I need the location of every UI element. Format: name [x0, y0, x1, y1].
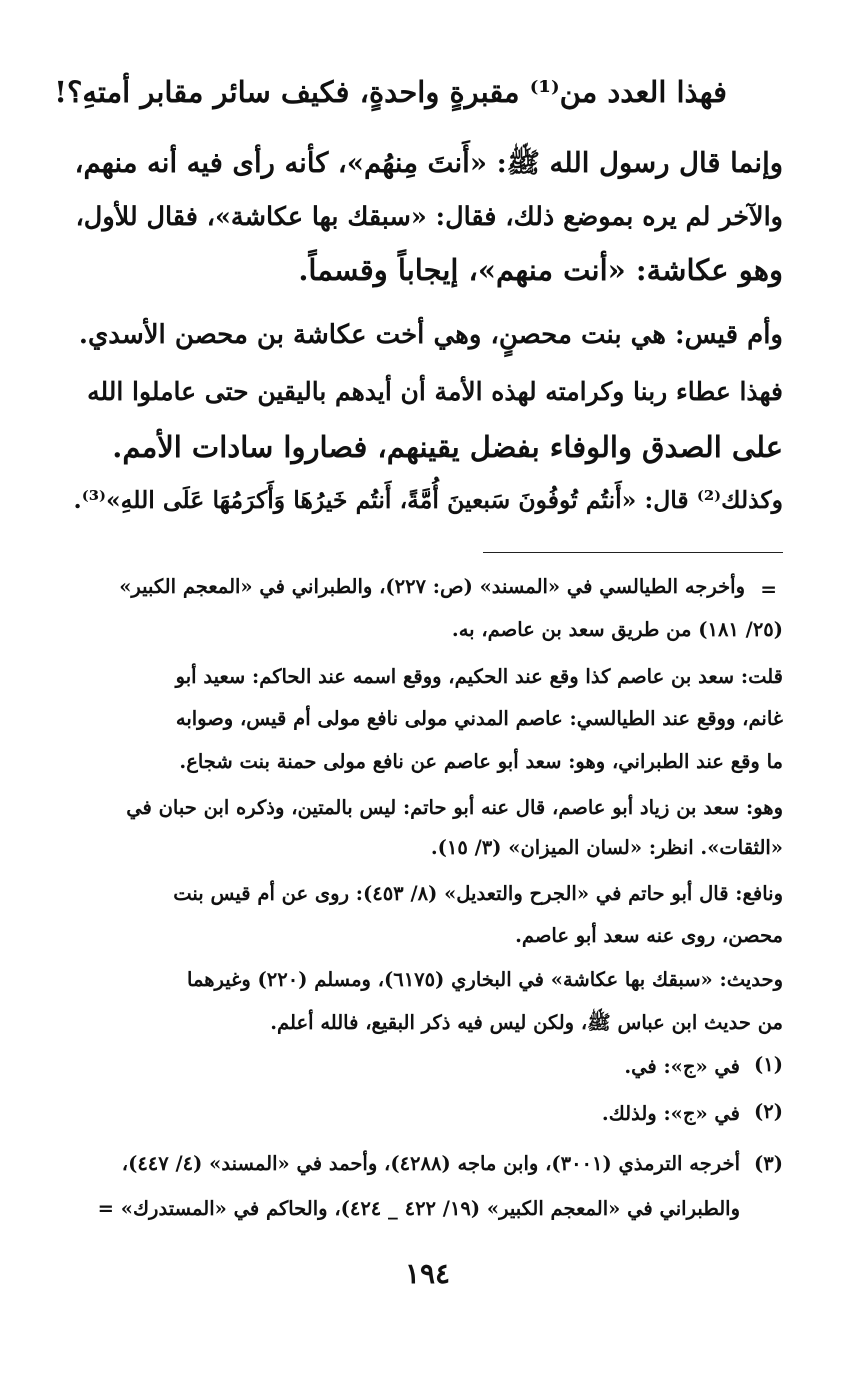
footnote-text-2: في «ج»: ولذلك. [601, 1102, 740, 1125]
page-number: ١٩٤ [404, 1257, 451, 1290]
main-text-line-5: وأم قيس: هي بنت محصنٍ، وهي أخت عكاشة بن محصن الأسدي. [78, 320, 783, 350]
main-text-line-6: فهذا عطاء ربنا وكرامته لهذه الأمة أن أيدهم باليقين حتى عاملوا الله [87, 377, 783, 406]
main-text-line-2: وإنما قال رسول الله ﷺ: «أَنتَ مِنهُم»، كأنه رأى فيه أنه منهم، [74, 147, 783, 179]
footnote-line: وأخرجه الطيالسي في «المسند» (ص: ٢٢٧)، والطبراني في «المعجم الكبير» [119, 575, 745, 598]
footnote-text-3-continuation: والطبراني في «المعجم الكبير» (١٩/ ٤٢٢ _ ٤٢٤)، والحاكم في «المستدرك» = [97, 1197, 740, 1220]
footnote-line: وهو: سعد بن زياد أبو عاصم، قال عنه أبو حاتم: ليس بالمتين، وذكره ابن حبان في [126, 796, 783, 819]
footnote-line: (٢٥/ ١٨١) من طريق سعد بن عاصم، به. [451, 618, 783, 641]
footnote-line: قلت: سعد بن عاصم كذا وقع عند الحكيم، ووقع اسمه عند الحاكم: سعيد أبو [175, 665, 783, 688]
footnote-number-3: (٣) [754, 1152, 783, 1175]
main-text-line-1: فهذا العدد من⁽¹⁾ مقبرةٍ واحدةٍ، فكيف سائر مقابر أمتهِ؟! [54, 75, 727, 109]
footnote-line: محصن، روى عنه سعد أبو عاصم. [515, 924, 783, 947]
footnote-line: ما وقع عند الطبراني، وهو: سعد أبو عاصم عن نافع مولى حمنة بنت شجاع. [179, 750, 783, 773]
continuation-mark: = [760, 577, 777, 601]
footnote-line: وحديث: «سبقك بها عكاشة» في البخاري (٦١٧٥)، ومسلم (٢٢٠) وغيرهما [187, 968, 783, 991]
footnote-number-2: (٢) [754, 1100, 783, 1123]
main-text-line-3: والآخر لم يره بموضع ذلك، فقال: «سبقك بها عكاشة»، فقال للأول، [75, 202, 783, 232]
main-text-line-4: وهو عكاشة: «أنت منهم»، إيجاباً وقسماً. [298, 253, 783, 287]
footnote-line: غانم، ووقع عند الطيالسي: عاصم المدني مولى نافع مولى أم قيس، وصوابه [175, 707, 783, 730]
main-text-line-8: وكذلك⁽²⁾ قال: «أَنتُم تُوفُونَ سَبعينَ أُمَّةً، أَنتُم خَيرُهَا وَأَكرَمُهَا عَلَى اللهِ»⁽³⁾. [73, 486, 783, 514]
footnote-text-1: في «ج»: في. [624, 1055, 740, 1078]
footnote-separator [483, 552, 783, 553]
footnote-text-3: أخرجه الترمذي (٣٠٠١)، وابن ماجه (٤٢٨٨)، وأحمد في «المسند» (٤/ ٤٤٧)، [121, 1152, 740, 1175]
footnote-line: ونافع: قال أبو حاتم في «الجرح والتعديل» (٨/ ٤٥٣): روى عن أم قيس بنت [173, 882, 783, 905]
main-text-line-7: على الصدق والوفاء بفضل يقينهم، فصاروا سادات الأمم. [112, 430, 783, 464]
footnote-number-1: (١) [754, 1053, 783, 1076]
footnote-line: «الثقات». انظر: «لسان الميزان» (٣/ ١٥). [430, 836, 783, 859]
footnote-line: من حديث ابن عباس ﷺ، ولكن ليس فيه ذكر البقيع، فالله أعلم. [270, 1011, 783, 1034]
